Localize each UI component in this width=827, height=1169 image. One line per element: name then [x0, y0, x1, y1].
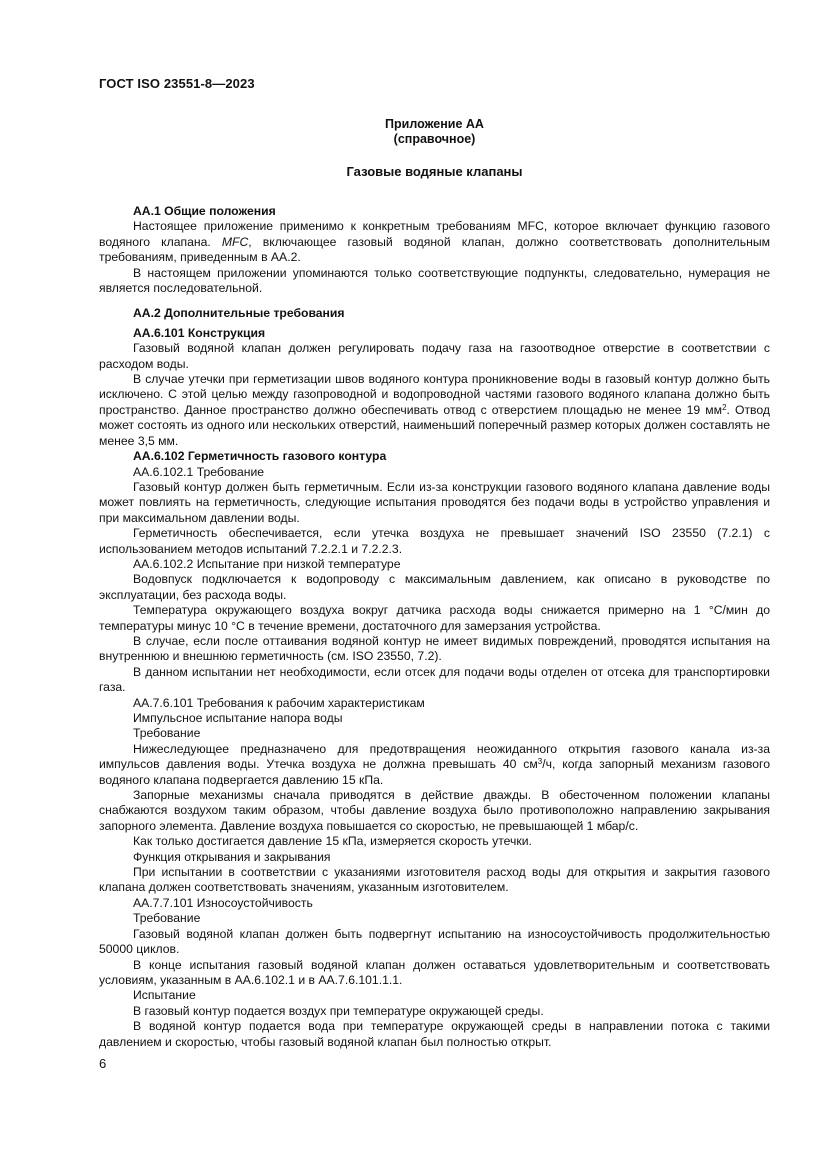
paragraph: В газовый контур подается воздух при температуре окружающей среды.	[133, 1003, 544, 1018]
annex-kind: (справочное)	[393, 132, 476, 146]
paragraph: В конце испытания газовый водяной клапан должен оставаться удовлетворительным и соответствовать условиям, указанным в АА.6.102.1 и в АА.7.6.101.1.1.	[99, 957, 770, 987]
paragraph: Герметичность обеспечивается, если утечка воздуха не превышает значений ISO 23550 (7.2.1) с использованием методов испытаний 7.2.2.1 и 7.2.2.3.	[99, 526, 770, 556]
clause-subheading: Требование	[133, 726, 201, 741]
paragraph: Настоящее приложение применимо к конкретным требованиям MFC, которое включает функцию газового водяного клапана. MFC, включающее газовый водяной клапан, должно соответствовать дополнительным требованиям, приведенным в АА.2.	[99, 219, 770, 265]
paragraph: В случае, если после оттаивания водяной контур не имеет видимых повреждений, проводятся испытания на внутреннюю и внешнюю герметичность (см. ISO 23550, 7.2).	[99, 633, 770, 664]
paragraph: При испытании в соответствии с указаниями изготовителя расход воды для открытия и закрытия газового клапана должен соответствовать значениям, указанным изготовителем.	[99, 865, 770, 895]
paragraph: В настоящем приложении упоминаются только соответствующие подпункты, следовательно, нумерация не является последовательной.	[99, 265, 770, 296]
clause-heading: АА.6.102.1 Требование	[133, 464, 265, 479]
document-body	[99, 204, 770, 1050]
paragraph: Водовпуск подключается к водопроводу с максимальным давлением, как описано в руководстве по эксплуатации, без расхода воды.	[99, 572, 770, 602]
section-heading: АА.2 Дополнительные требования	[133, 306, 345, 321]
annex-label: Приложение АА	[385, 117, 484, 131]
clause-subheading: Требование	[133, 911, 201, 926]
document-header: ГОСТ ISO 23551-8—2023	[99, 76, 255, 91]
clause-heading: АА.6.102.2 Испытание при низкой температуре	[133, 556, 401, 571]
page-number: 6	[99, 1056, 107, 1071]
subsection-heading: АА.6.101 Конструкция	[133, 325, 266, 340]
paragraph: В случае утечки при герметизации швов водяного контура проникновение воды в газовый контур должно быть исключено. С этой целью между газопроводной и водопроводной частями газового водяного клапана должно быть пространство. Данное пространство должно обеспечивать отвод с отверстием площадью не менее 19 $мм^2$. Отвод может состоять из одного или нескольких отверстий, наименьший поперечный размер которых должен составлять не менее 3,5 мм.	[99, 372, 770, 448]
paragraph: Температура окружающего воздуха вокруг датчика расхода воды снижается примерно на 1 °С/мин до температуры минус 10 °С в течение времени, достаточного для замерзания устройства.	[99, 603, 770, 633]
paragraph: Запорные механизмы сначала приводятся в действие дважды. В обесточенном положении клапаны снабжаются воздухом таким образом, чтобы давление воздуха было противоположно направлению закрывания запорного элемента. Давление воздуха повышается со скоростью, не превышающей 1 мбар/с.	[99, 788, 770, 833]
paragraph: Как только достигается давление 15 кПа, измеряется скорость утечки.	[133, 834, 532, 849]
paragraph: В водяной контур подается вода при температуре окружающей среды в направлении потока с такими давлением и скоростью, чтобы газовый водяной клапан был полностью открыт.	[99, 1019, 770, 1049]
section-heading: АА.1 Общие положения	[133, 204, 276, 218]
annex-heading	[99, 117, 770, 147]
paragraph: Газовый водяной клапан должен быть подвергнут испытанию на износоустойчивость продолжительностью 50000 циклов.	[99, 926, 770, 957]
clause-heading: АА.7.6.101 Требования к рабочим характеристикам	[133, 695, 425, 710]
annex-title: Газовые водяные клапаны	[346, 164, 523, 179]
paragraph: Газовый контур должен быть герметичным. Если из-за конструкции газового водяного клапана давление воды может повлиять на герметичность, следующие испытания проводятся без подачи воды в устройство управления и при максимальном давлении воды.	[99, 479, 770, 525]
paragraph: Нижеследующее предназначено для предотвращения неожиданного открытия газового канала из-за импульсов давления воды. Утечка воздуха не должна превышать 40 $см^3/ч$, когда запорный механизм газового водяного клапана подвергается давлению 15 кПа.	[99, 741, 770, 787]
clause-heading: АА.7.7.101 Износоустойчивость	[133, 895, 313, 910]
paragraph: В данном испытании нет необходимости, если отсек для подачи воды отделен от отсека для транспортировки газа.	[99, 664, 770, 695]
clause-subheading: Функция открывания и закрывания	[133, 849, 331, 864]
subsection-heading: АА.6.102 Герметичность газового контура	[133, 449, 387, 464]
paragraph: Газовый водяной клапан должен регулировать подачу газа на газоотводное отверстие в соответствии с расходом воды.	[99, 341, 770, 371]
clause-subheading: Импульсное испытание напора воды	[133, 711, 343, 725]
clause-subheading: Испытание	[133, 988, 196, 1003]
